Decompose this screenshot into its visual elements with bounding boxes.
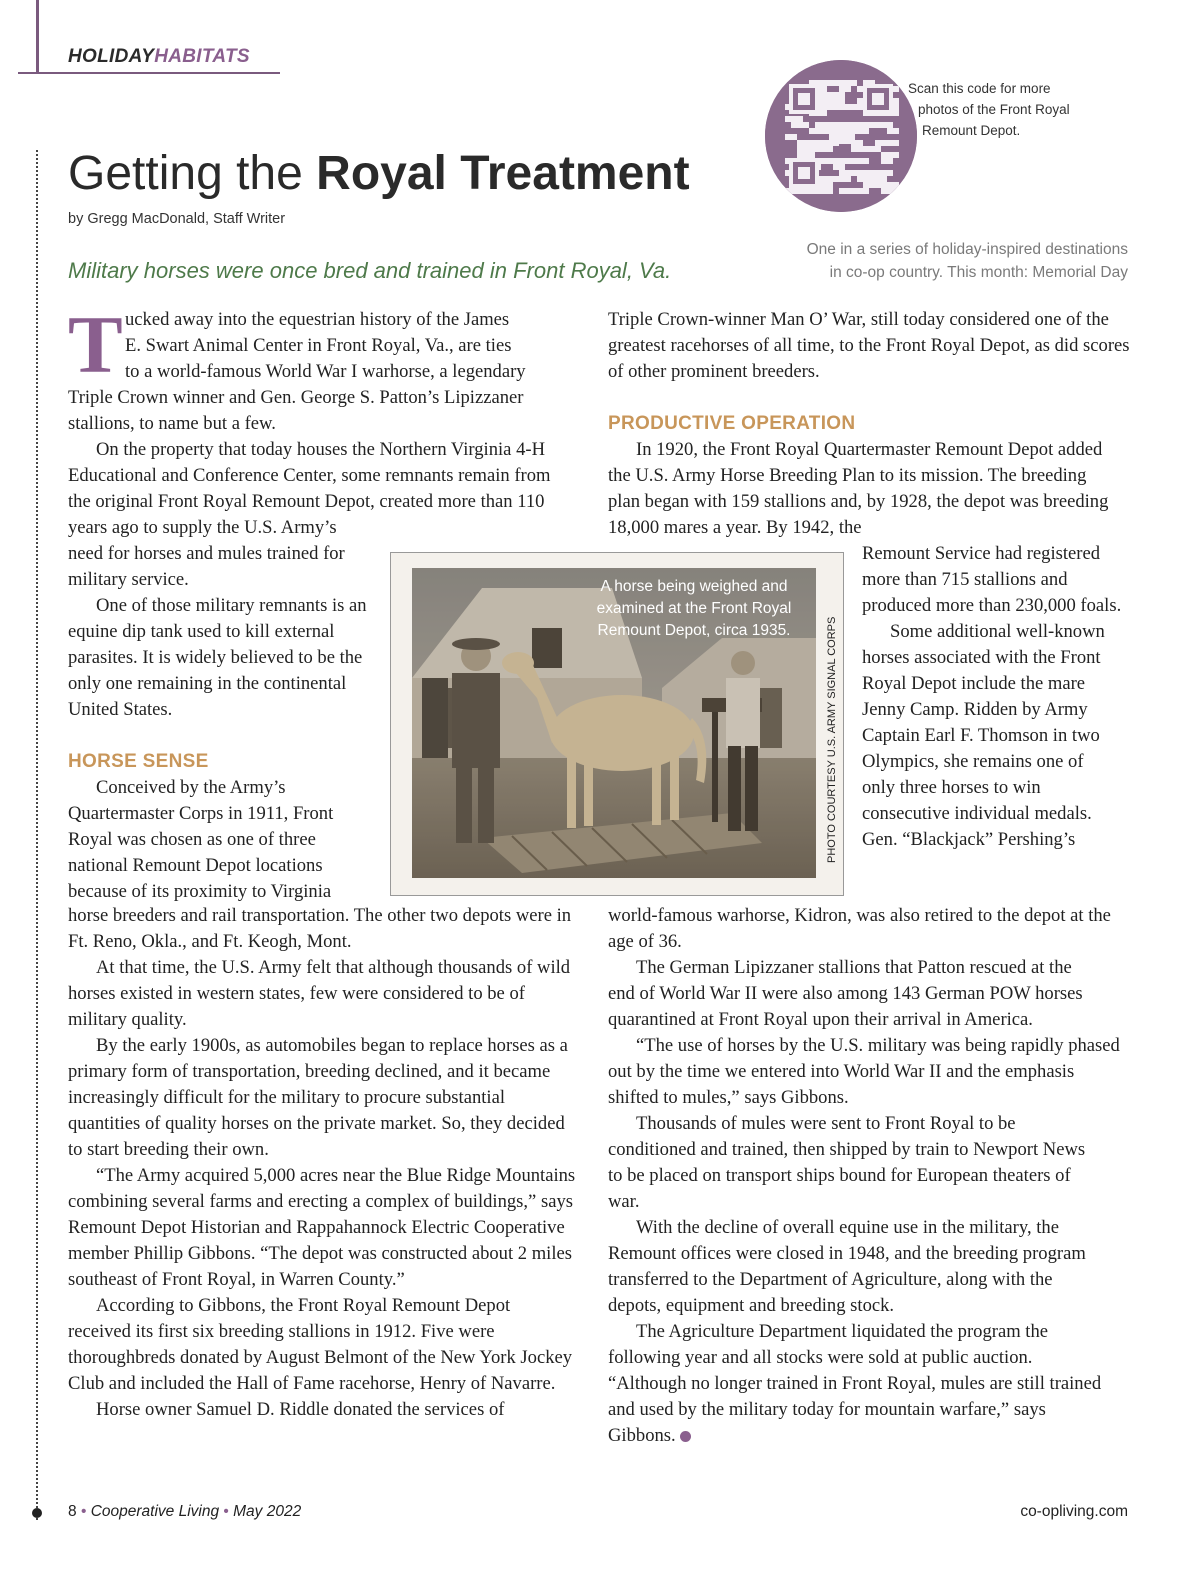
closing-text: The Agriculture Department liquidated the program the following year and all stocks were sold at public auction. “Although no longer trained in Front Royal, mules are still trained and used by the military today for mountain warfare,” says Gibbons. — [608, 1321, 1102, 1446]
body-paragraph: In 1920, the Front Royal Quartermaster Remount Depot added the U.S. Army Horse Breeding Plan to its mission. The breeding plan began with 159 stallions and, by 1928, the depot was breeding 18,000 mares a year. By 1942, the — [608, 439, 1109, 538]
byline: by Gregg MacDonald, Staff Writer — [68, 211, 286, 227]
section-heading: PRODUCTIVE OPERATION — [608, 413, 856, 434]
drop-cap: T — [68, 299, 123, 390]
body-paragraph: Horse owner Samuel D. Riddle donated the services of — [96, 1399, 505, 1420]
qr-note-line: Scan this code for more — [908, 81, 1051, 96]
left-column-top — [68, 299, 573, 541]
body-paragraph: world-famous warhorse, Kidron, was also retired to the depot at the age of 36. — [608, 905, 1111, 952]
series-note — [807, 238, 1128, 284]
qr-note-line: Remount Depot. — [922, 123, 1021, 138]
body-paragraph: Remount Service had registered more than 715 stallions and produced more than 230,000 foals. — [862, 543, 1122, 616]
body-paragraph: Triple Crown-winner Man O’ War, still today considered one of the greatest racehorses of all time, to the Front Royal Depot, as did scores of other prominent breeders. — [608, 309, 1130, 382]
body-paragraph: One of those military remnants is an equine dip tank used to kill external parasites. It is widely believed to be the only one remaining in the continental United States. — [68, 595, 367, 720]
header-rule-vertical — [36, 0, 39, 74]
series-note-line: One in a series of holiday-inspired destinations — [806, 241, 1128, 258]
body-paragraph: Triple Crown winner and Gen. George S. Patton’s Lipizzaner stallions, to name but a few. — [68, 387, 524, 434]
body-paragraph: The German Lipizzaner stallions that Patton rescued at the end of World War II were also among 143 German POW horses quarantined at Front Royal upon their arrival in America. — [608, 957, 1083, 1030]
qr-note — [908, 78, 1108, 141]
page-title — [68, 146, 690, 201]
title-part-2: Royal Treatment — [316, 147, 690, 200]
footer-separator: • — [80, 1503, 87, 1520]
margin-dot — [32, 1508, 42, 1518]
dotted-margin-rule — [36, 150, 38, 1520]
right-column-top — [608, 307, 1133, 541]
caption-line: Remount Depot, circa 1935. — [597, 622, 791, 639]
body-paragraph: By the early 1900s, as automobiles began to replace horses as a primary form of transportation, breeding declined, and it became increasingly difficult for the military to procure substantial quantities of quality horses on the private market. So, they decided to start breeding their own. — [68, 1035, 568, 1160]
body-line: to a world-famous World War I warhorse, a legendary — [125, 361, 526, 382]
qr-code[interactable] — [765, 60, 917, 212]
qr-note-line: photos of the Front Royal — [918, 102, 1070, 117]
body-paragraph: On the property that today houses the Northern Virginia 4-H Educational and Conference Center, some remnants remain from the original Front Royal Remount Depot, created more than 110 years ago to supply the U.S. Army’s — [68, 439, 551, 538]
right-column-bottom — [608, 903, 1128, 1449]
footer-folio — [68, 1503, 301, 1521]
qr-code-graphic — [765, 60, 917, 212]
series-note-line: in co-op country. This month: Memorial Day — [829, 264, 1128, 281]
footer-separator: • — [223, 1503, 229, 1520]
title-part-1: Getting the — [68, 147, 317, 200]
body-paragraph: horse breeders and rail transportation. The other two depots were in Ft. Reno, Okla., and Ft. Keogh, Mont. — [68, 905, 572, 952]
section-label-part-2: HABITATS — [154, 46, 250, 67]
deck-subtitle: Military horses were once bred and trained in Front Royal, Va. — [68, 258, 672, 283]
section-label-part-1: HOLIDAY — [68, 46, 155, 67]
page-number: 8 — [68, 1503, 77, 1520]
body-paragraph: need for horses and mules trained for military service. — [68, 543, 345, 590]
right-column-wrap — [862, 541, 1130, 853]
body-paragraph: With the decline of overall equine use in the military, the Remount offices were closed in 1948, and the breeding program transferred to the Department of Agriculture, along with the depots, equipment and breeding stock. — [608, 1217, 1086, 1316]
body-paragraph: “The Army acquired 5,000 acres near the Blue Ridge Mountains combining several farms and erecting a complex of buildings,” says Remount Depot Historian and Rappahannock Electric Cooperative member Phillip Gibbons. “The depot was constructed about 2 miles southeast of Front Royal, in Warren County.” — [68, 1165, 576, 1290]
end-mark — [680, 1431, 691, 1442]
header-rule-horizontal — [18, 72, 280, 74]
section-heading: HORSE SENSE — [68, 751, 209, 772]
section-label — [68, 46, 250, 68]
body-paragraph: Conceived by the Army’s Quartermaster Corps in 1911, Front Royal was chosen as one of three national Remount Depot locations because of its proximity to Virginia — [68, 777, 334, 902]
body-paragraph: “The use of horses by the U.S. military was being rapidly phased out by the time we entered into World War II and the emphasis shifted to mules,” says Gibbons. — [608, 1035, 1120, 1108]
body-paragraph: At that time, the U.S. Army felt that although thousands of wild horses existed in western states, few were considered to be of military quality. — [68, 957, 571, 1030]
left-column-bottom — [68, 903, 576, 1423]
photo-caption — [580, 576, 808, 642]
body-line: E. Swart Animal Center in Front Royal, Va., are ties — [125, 335, 512, 356]
body-paragraph: Thousands of mules were sent to Front Royal to be conditioned and trained, then shipped by train to Newport News to be placed on transport ships bound for European theaters of war. — [608, 1113, 1086, 1212]
caption-line: examined at the Front Royal — [596, 600, 792, 617]
website-link[interactable]: co-opliving.com — [1020, 1503, 1128, 1520]
left-column-wrap — [68, 541, 383, 905]
issue-date: May 2022 — [233, 1503, 302, 1520]
body-line: ucked away into the equestrian history of the James — [125, 309, 510, 330]
body-paragraph: Some additional well-known horses associated with the Front Royal Depot include the mare Jenny Camp. Ridden by Army Captain Earl F. Thomson in two Olympics, she remains one of only three horses to win consecutive individual medals. Gen. “Blackjack” Pershing’s — [862, 621, 1105, 850]
photo-credit: PHOTO COURTESY U.S. ARMY SIGNAL CORPS — [826, 616, 838, 863]
magazine-name: Cooperative Living — [90, 1503, 220, 1520]
body-paragraph: According to Gibbons, the Front Royal Remount Depot received its first six breeding stallions in 1912. Five were thoroughbreds donated by August Belmont of the New York Jockey Club and included the Hall of Fame racehorse, Henry of Navarre. — [68, 1295, 573, 1394]
caption-line: A horse being weighed and — [600, 578, 788, 595]
body-paragraph — [608, 1319, 1106, 1449]
